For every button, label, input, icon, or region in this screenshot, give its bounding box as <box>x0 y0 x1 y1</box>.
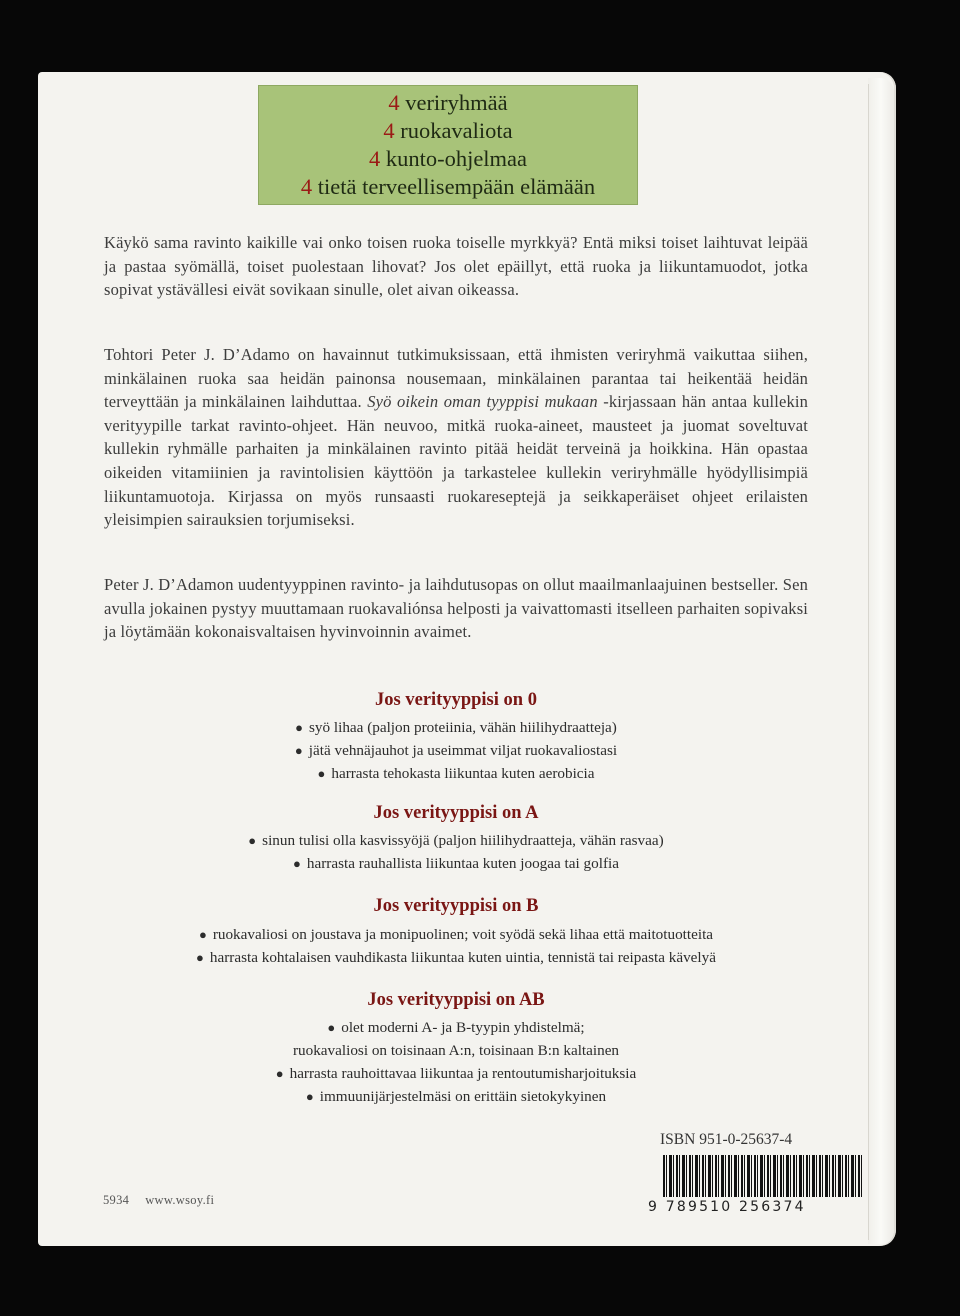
cover-spine-edge <box>868 78 894 1244</box>
bullet-item <box>96 855 816 873</box>
headline-number: 4 <box>388 90 400 115</box>
section-title-type-0: Jos verityyppisi on 0 <box>375 690 537 710</box>
bullet-item <box>96 949 816 967</box>
cover-hinge-line <box>868 84 869 1240</box>
headline-number: 4 <box>368 146 381 171</box>
paragraph-part: -kirjassaan hän antaa kullekin verityypille tarkat ravinto-ohjeet. Hän neuvoo, mitkä ruoka-aineet, mausteet ja juomat soveltuvat kullekin ryhmälle parhaiten ja minkälainen ravinto pitää heidät terveinä ja hoikkina. Hän opastaa oikeiden vitamiinien ja ravintolisien käyttöön ja tarkastelee kullekin veriryhmälle hyödyllisimpiä liikuntamuotoja. Kirjassa on myös runsaasti ruokareseptejä ja seikkaperäiset ohjeet erilaisten yleisimpien sairauksien torjumiseksi. <box>104 392 808 530</box>
bullet-text: olet moderni A- ja B-tyypin yhdistelmä; <box>341 1019 585 1036</box>
bullet-icon: ● <box>327 1020 336 1035</box>
bestseller-paragraph <box>104 573 808 644</box>
headline-text: tietä terveellisempään elämään <box>312 174 596 199</box>
bullet-item <box>96 832 816 850</box>
headline-line <box>259 117 637 145</box>
bullet-icon: ● <box>295 720 303 735</box>
bullet-icon: ● <box>196 950 204 965</box>
headline-line <box>259 89 637 117</box>
headline-text: kunto-ohjelmaa <box>380 146 528 171</box>
bullet-icon: ● <box>305 1089 314 1104</box>
bullet-icon: ● <box>198 927 207 942</box>
headline-number: 4 <box>383 118 395 143</box>
bullet-text: ruokavaliosi on joustava ja monipuolinen; voit syödä sekä lihaa että maitotuotteita <box>212 926 714 943</box>
bullet-text: harrasta rauhoittavaa liikuntaa ja rentoutumisharjoituksia <box>289 1065 637 1082</box>
bullet-icon: ● <box>293 856 301 871</box>
book-title-italic: Syö oikein oman tyyppisi mukaan <box>367 392 598 412</box>
bullet-item <box>96 1019 816 1037</box>
bullet-icon: ● <box>275 1066 284 1081</box>
bullet-item <box>96 1088 816 1106</box>
author-paragraph <box>104 343 808 532</box>
headline-line <box>259 173 637 201</box>
headline-text: veriryhmää <box>399 90 508 115</box>
bullet-icon: ● <box>294 743 303 758</box>
bullet-item <box>96 1042 816 1060</box>
publisher-url: www.wsoy.fi <box>145 1193 215 1207</box>
bullet-text: ruokavaliosi on toisinaan A:n, toisinaan B:n kaltainen <box>292 1042 620 1059</box>
paragraph-text: Peter J. D’Adamon uudentyyppinen ravinto- ja laihdutusopas on ollut maailmanlaajuinen bestseller. Sen avulla jokainen pystyy muuttamaan ruokavaliónsa helposti ja vaivattomasti itselleen parhaiten sopivaksi ja löytämään kokonaisvaltaisen hyvinvoinnin avaimet. <box>104 575 808 642</box>
intro-paragraph <box>104 231 808 302</box>
section-title-type-ab: Jos verityyppisi on AB <box>367 990 545 1010</box>
bullet-item <box>96 765 816 783</box>
product-code: 5934 <box>103 1193 130 1207</box>
bullet-item <box>96 1065 816 1083</box>
bullet-icon: ● <box>317 766 326 781</box>
bullet-item <box>96 719 816 737</box>
bullet-text: sinun tulisi olla kasvissyöjä (paljon hiilihydraatteja, vähän rasvaa) <box>262 832 664 849</box>
bullet-text: jätä vehnäjauhot ja useimmat viljat ruokavaliostasi <box>308 742 618 759</box>
headline-number: 4 <box>300 174 313 199</box>
isbn-label: ISBN 951-0-25637-4 <box>660 1131 793 1148</box>
paragraph-part: Tohtori Peter J. D’Adamo on havainnut tutkimuksissaan, että ihmisten veriryhmä vaikuttaa siihen, minkälainen ruoka saa heidän painonsa nousemaan, minkälainen parantaa tai heikentää heidän terveyttään ja minkälainen laihduttaa. <box>104 345 808 412</box>
bullet-text: immuunijärjestelmäsi on erittäin sietokykyinen <box>319 1088 607 1105</box>
bullet-item <box>96 926 816 944</box>
bullet-text: harrasta tehokasta liikuntaa kuten aerobicia <box>331 765 595 782</box>
bullet-text: syö lihaa (paljon proteiinia, vähän hiilihydraatteja) <box>308 719 617 736</box>
paragraph-text: Käykö sama ravinto kaikille vai onko toisen ruoka toiselle myrkkyä? Entä miksi toiset laihtuvat leipää ja pastaa syömällä, toiset puolestaan lihovat? Jos olet epäillyt, että ruoka ja liikuntamuodot, jotka sopivat ystävällesi eivät sovikaan sinulle, olet aivan oikeassa. <box>104 233 808 300</box>
headline-box <box>258 85 638 205</box>
bullet-item <box>96 742 816 760</box>
barcode-digits: 9 789510 256374 <box>648 1199 806 1215</box>
bullet-icon: ● <box>248 833 257 848</box>
headline-text: ruokavaliota <box>394 118 513 143</box>
bullet-text: harrasta kohtalaisen vauhdikasta liikuntaa kuten uintia, tennistä tai reipasta kävelyä <box>209 949 716 966</box>
headline-line <box>259 145 637 173</box>
barcode-icon <box>663 1155 863 1197</box>
footer <box>103 1193 214 1208</box>
bullet-text: harrasta rauhallista liikuntaa kuten joogaa tai golfia <box>306 855 619 872</box>
paragraph-text <box>104 343 808 532</box>
section-title-type-a: Jos verityyppisi on A <box>373 803 539 823</box>
section-title-type-b: Jos verityyppisi on B <box>373 896 539 916</box>
